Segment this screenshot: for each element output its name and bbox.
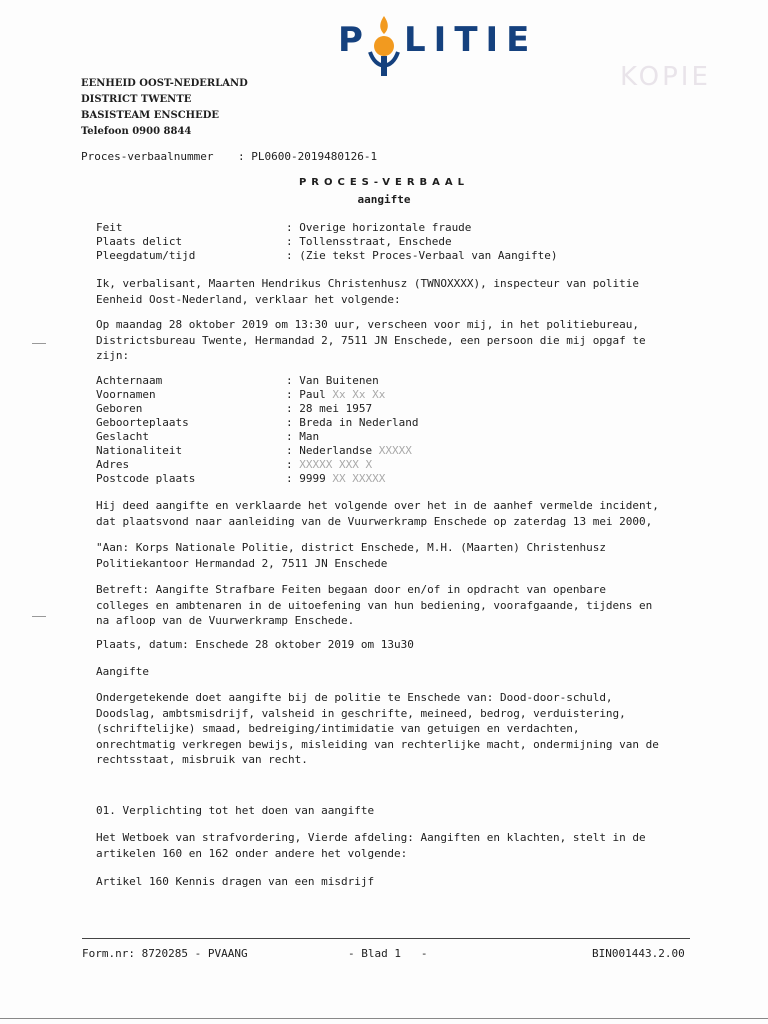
person-value: [286, 388, 385, 401]
person-label: Voornamen: [96, 388, 156, 401]
footer-divider: [82, 938, 690, 939]
subject-paragraph: Betreft: Aangifte Strafbare Feiten begaan door en/of in opdracht van openbare colleges en ambtenaren in de uitoefening van hun bediening, voorafgaande, tijdens en na afloop van de Vuurwerkramp Enschede.: [96, 583, 653, 627]
document-title: PROCES-VERBAAL: [298, 177, 470, 188]
fact-label: Plaats delict: [96, 235, 183, 248]
person-value-text: : Van Buitenen: [286, 374, 379, 387]
footer-page-number: - Blad 1 -: [348, 947, 428, 960]
unit-line: EENHEID OOST-NEDERLAND: [81, 78, 248, 89]
aangifte-heading: Aangifte: [96, 665, 149, 678]
unit-line: DISTRICT TWENTE: [81, 94, 192, 105]
person-label: Geboorteplaats: [96, 416, 189, 429]
person-value-text: : Breda in Nederland: [286, 416, 419, 429]
logo-text-rest: LITIE: [404, 20, 538, 60]
footer-code: BIN001443.2.00: [592, 947, 685, 960]
aangifte-paragraph: Ondergetekende doet aangifte bij de politie te Enschede van: Dood-door-schuld, Doodslag, ambtsmisdrijf, valsheid in geschrifte, meineed, bedrog, verduistering, (schriftelijke) smaad, bedreiging/intimidatie van getuigen en verdachten, onrechtmatig verkregen bewijs, misleiding van rechterlijke macht, ondermijning van de rechtsstaat, misbruik van recht.: [96, 691, 659, 766]
record-label: Proces-verbaalnummer: [81, 150, 214, 163]
person-label: Postcode plaats: [96, 472, 196, 485]
person-value: [286, 472, 385, 485]
person-value-text: :: [286, 458, 300, 471]
scan-edge-line: [0, 1018, 768, 1019]
kopie-stamp: KOPIE: [620, 62, 711, 92]
redacted-text: XXXXX XXX X: [299, 458, 373, 471]
logo-text-p: P: [338, 20, 371, 60]
fact-value: : (Zie tekst Proces-Verbaal van Aangifte): [286, 249, 558, 262]
statement-paragraph: Hij deed aangifte en verklaarde het volgende over het in de aanhef vermelde incident, dat plaatsvond naar aanleiding van de Vuurwerkramp Enschede op zaterdag 13 mei 2000,: [96, 499, 659, 528]
person-value: [286, 416, 418, 429]
section-heading: 01. Verplichting tot het doen van aangifte: [96, 804, 375, 817]
person-label: Adres: [96, 458, 130, 471]
fact-label: Feit: [96, 221, 123, 234]
person-value: [286, 374, 379, 387]
redacted-text: XX XXXXX: [332, 472, 386, 485]
article-line: Artikel 160 Kennis dragen van een misdrijf: [96, 875, 375, 888]
redacted-text: Xx Xx Xx: [332, 388, 386, 401]
person-value: [286, 402, 372, 415]
unit-line: Telefoon 0900 8844: [81, 126, 192, 137]
person-value: [286, 430, 319, 443]
person-label: Achternaam: [96, 374, 163, 387]
person-label: Geslacht: [96, 430, 149, 443]
person-value-text: : Man: [286, 430, 320, 443]
person-value: [286, 458, 372, 471]
redacted-text: XXXXX: [378, 444, 412, 457]
person-value-text: : Nederlandse: [286, 444, 379, 457]
police-emblem-icon: [366, 12, 402, 82]
fact-value: : Overige horizontale fraude: [286, 221, 472, 234]
person-label: Geboren: [96, 402, 143, 415]
intro-paragraph: Ik, verbalisant, Maarten Hendrikus Christenhusz (TWNOXXXX), inspecteur van politie Eenheid Oost-Nederland, verklaar het volgende:: [96, 277, 640, 306]
address-paragraph: "Aan: Korps Nationale Politie, district Enschede, M.H. (Maarten) Christenhusz Politiekantoor Hermandad 2, 7511 JN Enschede: [96, 541, 606, 570]
place-date: Plaats, datum: Enschede 28 oktober 2019 om 13u30: [96, 638, 414, 651]
person-value-text: : 28 mei 1957: [286, 402, 373, 415]
document-subtitle: aangifte: [357, 193, 411, 206]
fact-label: Pleegdatum/tijd: [96, 249, 196, 262]
punch-hole-mark: [32, 343, 46, 344]
unit-line: BASISTEAM ENSCHEDE: [81, 110, 220, 121]
appearance-paragraph: Op maandag 28 oktober 2019 om 13:30 uur, verscheen voor mij, in het politiebureau, Districtsbureau Twente, Hermandad 2, 7511 JN Enschede, een persoon die mij opgaf te zijn:: [96, 318, 646, 362]
footer-form-number: Form.nr: 8720285 - PVAANG: [82, 947, 248, 960]
fact-value: : Tollensstraat, Enschede: [286, 235, 452, 248]
person-value: [286, 444, 412, 457]
person-value-text: : Paul: [286, 388, 333, 401]
punch-hole-mark: [32, 616, 46, 617]
section-paragraph: Het Wetboek van strafvordering, Vierde afdeling: Aangiften en klachten, stelt in de artikelen 160 en 162 onder andere het volgende:: [96, 831, 646, 860]
person-value-text: : 9999: [286, 472, 333, 485]
person-label: Nationaliteit: [96, 444, 183, 457]
record-number: : PL0600-2019480126-1: [238, 150, 378, 163]
